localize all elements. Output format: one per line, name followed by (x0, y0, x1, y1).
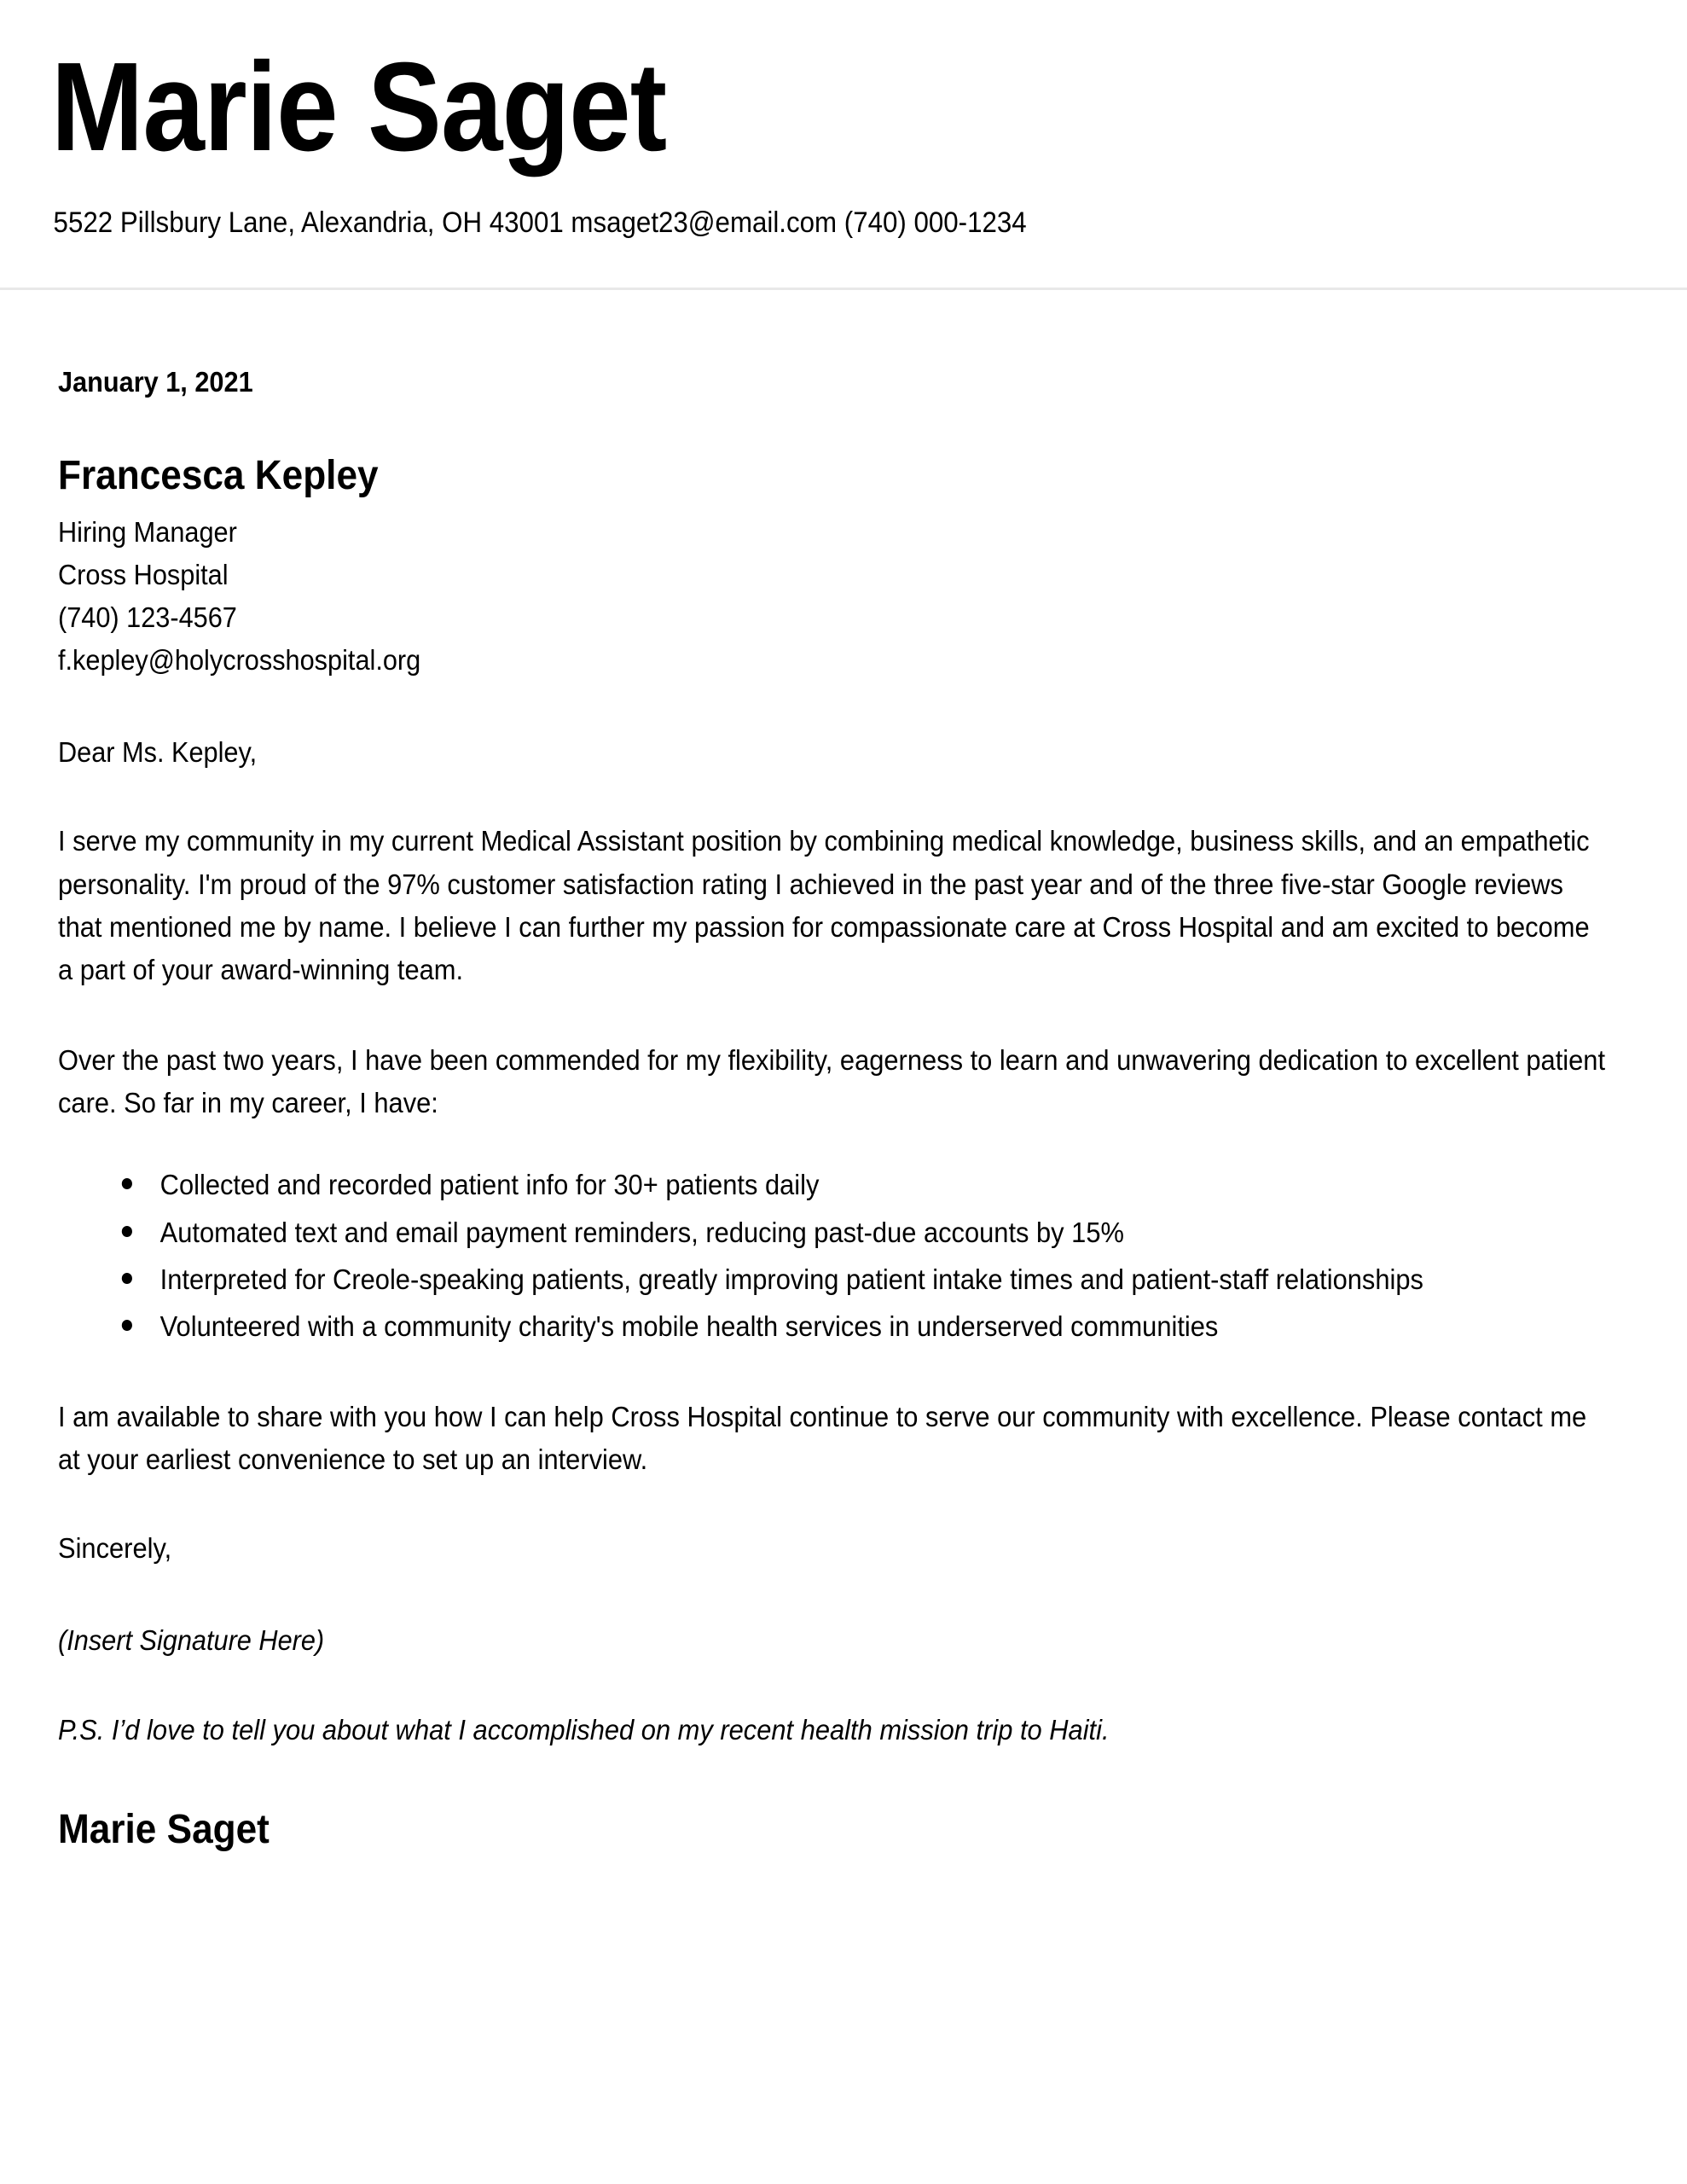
list-item (58, 1305, 1607, 1348)
signature-placeholder: (Insert Signature Here) (58, 1623, 325, 1656)
postscript: P.S. I’d love to tell you about what I accomplished on my recent health mission trip to Haiti. (58, 1714, 1110, 1746)
applicant-contact-line: 5522 Pillsbury Lane, Alexandria, OH 43001 msaget23@email.com (740) 000-1234 (53, 206, 1027, 239)
list-item (58, 1211, 1607, 1254)
letterhead (0, 0, 1687, 290)
body-paragraph-2: Over the past two years, I have been commended for my flexibility, eagerness to learn and unwavering dedication to excellent patient care. So far in my career, I have: (58, 1044, 1606, 1119)
letter-body (0, 290, 1687, 1857)
letter-date: January 1, 2021 (58, 366, 253, 398)
recipient-block (58, 450, 1620, 682)
bullet-dot-icon (122, 1178, 132, 1189)
bullet-dot-icon (122, 1273, 132, 1284)
bullet-dot-icon (122, 1226, 132, 1237)
bullet-dot-icon (122, 1320, 132, 1331)
recipient-title: Hiring Manager (58, 516, 237, 548)
spacer (58, 290, 1620, 363)
page-title: Marie Saget (50, 37, 667, 177)
salutation: Dear Ms. Kepley, (58, 735, 258, 768)
signature-name: Marie Saget (58, 1807, 270, 1853)
recipient-organization: Cross Hospital (58, 559, 229, 591)
list-item-text: Collected and recorded patient info for 30+ patients daily (159, 1169, 820, 1201)
list-item (58, 1258, 1607, 1301)
recipient-name: Francesca Kepley (58, 452, 379, 498)
list-item-text: Interpreted for Creole-speaking patients, greatly improving patient intake times and patient-staff relationships (159, 1263, 1423, 1295)
body-paragraph-1: I serve my community in my current Medical Assistant position by combining medical knowledge, business skills, and an empathetic personality. I'm proud of the 97% customer satisfaction rating I achieved in the past year and of the three five-star Google reviews that mentioned me by name. I believe I can further my passion for compassionate care at Cross Hospital and am excited to become a part of your award-winning team. (58, 825, 1590, 985)
closing-salutation: Sincerely, (58, 1532, 172, 1565)
list-item-text: Volunteered with a community charity's mobile health services in underserved communities (159, 1310, 1219, 1342)
list-item-text: Automated text and email payment reminders, reducing past-due accounts by 15% (159, 1216, 1124, 1248)
list-item (58, 1164, 1607, 1206)
recipient-phone: (740) 123-4567 (58, 601, 237, 634)
call-to-action-paragraph: I am available to share with you how I can help Cross Hospital continue to serve our community with excellence. Please contact me at your earliest convenience to set up an interview. (58, 1401, 1587, 1476)
achievements-list (58, 1164, 1607, 1348)
recipient-email: f.kepley@holycrosshospital.org (58, 644, 421, 677)
